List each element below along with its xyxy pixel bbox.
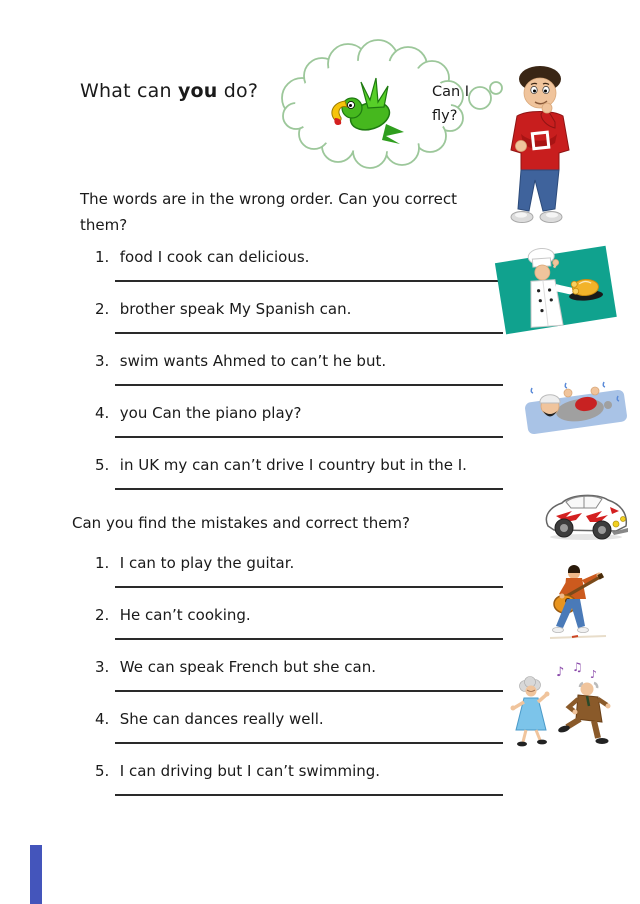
exercise1-instructions: The words are in the wrong order. Can you correct them?	[80, 190, 457, 234]
list-item	[95, 350, 535, 386]
item-number: 3.	[95, 658, 110, 676]
title-prefix: What can	[80, 80, 178, 102]
answer-line[interactable]	[115, 586, 503, 588]
answer-line[interactable]	[115, 488, 503, 490]
svg-text:♫: ♫	[572, 660, 583, 674]
list-item	[95, 760, 535, 796]
list-item	[95, 454, 535, 490]
item-text: in UK my can can’t drive I country but in the I.	[119, 456, 467, 474]
answer-line[interactable]	[115, 280, 503, 282]
car-image	[538, 486, 634, 544]
bubble-text-line2: fly?	[432, 108, 458, 124]
item-number: 4.	[95, 710, 110, 728]
exercise2-instructions: Can you find the mistakes and correct them?	[72, 514, 410, 532]
item-number: 5.	[95, 762, 110, 780]
chef-image	[492, 242, 620, 340]
svg-text:♪: ♪	[590, 668, 598, 681]
list-item	[95, 708, 535, 744]
svg-text:♪: ♪	[556, 665, 565, 680]
accent-bar	[30, 845, 42, 904]
answer-line[interactable]	[115, 794, 503, 796]
answer-line[interactable]	[115, 332, 503, 334]
list-item	[95, 604, 535, 640]
answer-line[interactable]	[115, 384, 503, 386]
dancers-image	[504, 660, 634, 760]
page-title	[80, 80, 258, 102]
item-text: I can driving but I can’t swimming.	[119, 762, 381, 780]
list-item	[95, 656, 535, 692]
item-text: you Can the piano play?	[119, 404, 302, 422]
item-number: 1.	[95, 248, 110, 266]
list-item	[95, 552, 535, 588]
item-number: 2.	[95, 300, 110, 318]
list-item	[95, 298, 535, 334]
answer-line[interactable]	[115, 690, 503, 692]
item-text: brother speak My Spanish can.	[119, 300, 352, 318]
title-bold-word: you	[177, 80, 218, 102]
item-text: I can to play the guitar.	[119, 554, 295, 572]
exercise1-list	[95, 246, 535, 506]
item-text: swim wants Ahmed to can’t he but.	[119, 352, 387, 370]
list-item	[95, 402, 535, 438]
item-text: She can dances really well.	[119, 710, 324, 728]
guitarist-image	[542, 564, 614, 644]
thought-bubble	[270, 36, 510, 176]
list-item	[95, 246, 535, 282]
answer-line[interactable]	[115, 638, 503, 640]
swimmer-image	[522, 376, 630, 442]
answer-line[interactable]	[115, 436, 503, 438]
item-text: We can speak French but she can.	[119, 658, 376, 676]
exercise2-list	[95, 552, 535, 812]
title-suffix: do?	[217, 80, 259, 102]
thinking-boy-image	[497, 62, 583, 228]
item-number: 1.	[95, 554, 110, 572]
bubble-text-line1: Can I	[432, 84, 470, 100]
item-number: 3.	[95, 352, 110, 370]
item-number: 4.	[95, 404, 110, 422]
answer-line[interactable]	[115, 742, 503, 744]
item-number: 5.	[95, 456, 110, 474]
item-text: He can’t cooking.	[119, 606, 251, 624]
item-text: food I cook can delicious.	[119, 248, 310, 266]
item-number: 2.	[95, 606, 110, 624]
